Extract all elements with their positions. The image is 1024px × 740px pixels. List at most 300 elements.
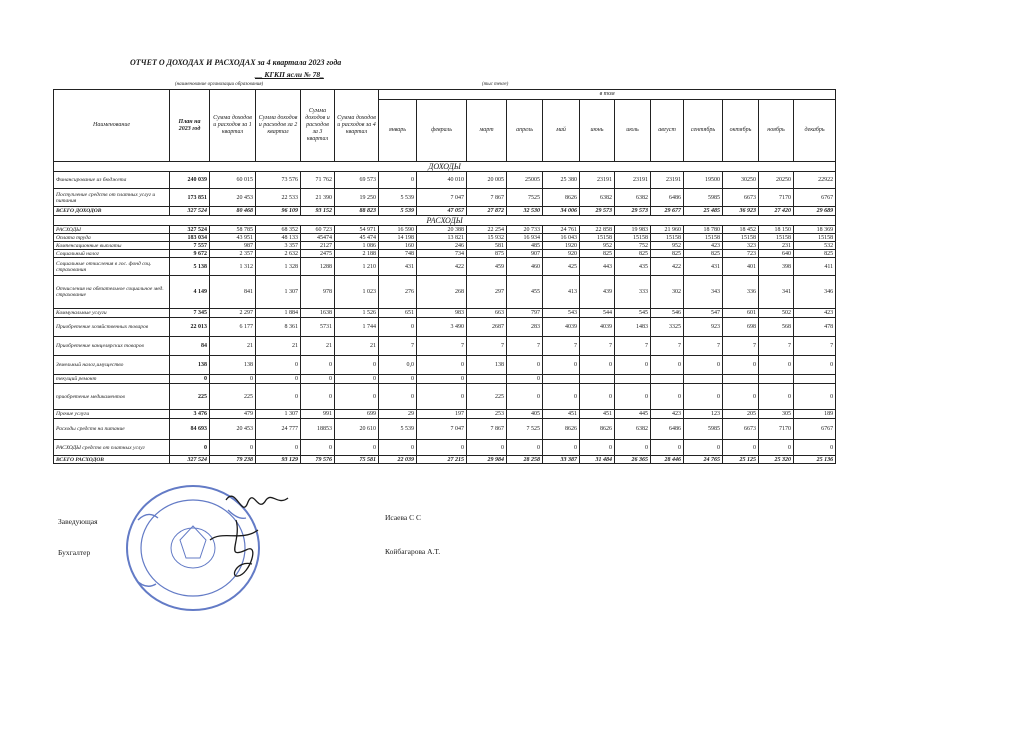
- table-cell: 423: [651, 410, 684, 419]
- table-cell: 0: [301, 384, 335, 410]
- table-cell: 0: [301, 375, 335, 384]
- table-cell: 6673: [723, 419, 759, 440]
- table-cell: 0: [759, 440, 794, 456]
- table-cell: [543, 375, 580, 384]
- table-cell: 547: [684, 309, 723, 318]
- table-cell: 20 610: [335, 419, 379, 440]
- table-cell: 7: [684, 337, 723, 356]
- table-cell: 401: [723, 258, 759, 276]
- table-cell: 8626: [580, 419, 615, 440]
- table-cell: 33 387: [543, 456, 580, 464]
- table-cell: 7: [379, 337, 417, 356]
- table-cell: 73 576: [256, 172, 301, 189]
- table-row: [54, 309, 836, 318]
- row-label: Финансирование из бюджета: [54, 172, 170, 189]
- table-cell: 7: [580, 337, 615, 356]
- table-cell: 1 526: [335, 309, 379, 318]
- table-row: [54, 234, 836, 242]
- table-cell: 15158: [723, 234, 759, 242]
- table-cell: [759, 375, 794, 384]
- table-cell: [580, 375, 615, 384]
- row-label: Социальный налог: [54, 250, 170, 258]
- row-label: РАСХОДЫ средств от платных услуг: [54, 440, 170, 456]
- table-cell: 18 452: [723, 226, 759, 234]
- table-cell: 1 210: [335, 258, 379, 276]
- table-cell: 15158: [759, 234, 794, 242]
- table-cell: 333: [615, 276, 651, 309]
- table-cell: 6673: [723, 189, 759, 207]
- table-cell: 15158: [615, 234, 651, 242]
- table-cell: 0: [543, 384, 580, 410]
- table-cell: 8626: [543, 189, 580, 207]
- table-cell: 651: [379, 309, 417, 318]
- table-cell: 723: [723, 250, 759, 258]
- row-label: Оплата труда: [54, 234, 170, 242]
- section-row: [54, 216, 836, 226]
- table-cell: 0: [379, 318, 417, 337]
- row-label: Отчисления на обязательное социальное мед. страхование: [54, 276, 170, 309]
- table-cell: 231: [759, 242, 794, 250]
- table-cell: 0: [543, 356, 580, 375]
- header-month: июнь: [580, 100, 615, 162]
- row-label: ВСЕГО РАСХОДОВ: [54, 456, 170, 464]
- table-cell: 18853: [301, 419, 335, 440]
- table-cell: 80 468: [210, 207, 256, 216]
- table-cell: 460: [507, 258, 543, 276]
- table-cell: 7: [467, 337, 507, 356]
- table-cell: 0: [417, 356, 467, 375]
- table-cell: 0: [684, 440, 723, 456]
- table-cell: 21: [256, 337, 301, 356]
- table-cell: 18 369: [794, 226, 836, 234]
- table-cell: 93 129: [256, 456, 301, 464]
- table-cell: 545: [615, 309, 651, 318]
- table-cell: 138: [170, 356, 210, 375]
- table-cell: 431: [379, 258, 417, 276]
- table-cell: 920: [543, 250, 580, 258]
- table-cell: 225: [210, 384, 256, 410]
- table-cell: 0: [379, 384, 417, 410]
- table-cell: 0: [580, 356, 615, 375]
- table-cell: 0: [684, 356, 723, 375]
- table-cell: 160: [379, 242, 417, 250]
- table-cell: 23191: [651, 172, 684, 189]
- table-cell: 23191: [580, 172, 615, 189]
- table-cell: 21 390: [301, 189, 335, 207]
- table-cell: 698: [723, 318, 759, 337]
- table-cell: 19500: [684, 172, 723, 189]
- table-cell: 0: [256, 384, 301, 410]
- report-table: [53, 89, 836, 464]
- table-cell: 7: [794, 337, 836, 356]
- table-cell: 478: [794, 318, 836, 337]
- table-cell: 6486: [651, 189, 684, 207]
- table-cell: 532: [794, 242, 836, 250]
- table-cell: 2 357: [210, 250, 256, 258]
- header-month: август: [651, 100, 684, 162]
- table-cell: 28 258: [507, 456, 543, 464]
- table-cell: 18 150: [759, 226, 794, 234]
- table-cell: 0: [335, 375, 379, 384]
- table-cell: 25 136: [794, 456, 836, 464]
- table-cell: 0: [651, 356, 684, 375]
- table-cell: 0: [507, 375, 543, 384]
- header-q4: Сумма доходов и расходов за 4 квартал: [335, 90, 379, 162]
- table-row: [54, 419, 836, 440]
- table-cell: 663: [467, 309, 507, 318]
- table-cell: 7: [651, 337, 684, 356]
- row-label: Поступление средств от платных услуг и питания: [54, 189, 170, 207]
- table-cell: 422: [651, 258, 684, 276]
- table-cell: 183 034: [170, 234, 210, 242]
- row-label: Расходы средств на питание: [54, 419, 170, 440]
- table-cell: 411: [794, 258, 836, 276]
- table-cell: 88 823: [335, 207, 379, 216]
- table-cell: 138: [467, 356, 507, 375]
- table-row: [54, 189, 836, 207]
- section-title: ДОХОДЫ: [54, 162, 836, 172]
- table-cell: 240 039: [170, 172, 210, 189]
- table-cell: 6 177: [210, 318, 256, 337]
- table-cell: 7525: [507, 189, 543, 207]
- table-cell: 31 484: [580, 456, 615, 464]
- header-including: в том: [379, 90, 836, 100]
- table-row: [54, 410, 836, 419]
- table-cell: 451: [543, 410, 580, 419]
- table-cell: 7: [507, 337, 543, 356]
- table-cell: 79 576: [301, 456, 335, 464]
- table-cell: 6382: [615, 419, 651, 440]
- table-cell: 0: [256, 375, 301, 384]
- table-cell: 7 047: [417, 419, 467, 440]
- section-title: РАСХОДЫ: [54, 216, 836, 226]
- table-cell: 0: [615, 440, 651, 456]
- table-cell: 1 086: [335, 242, 379, 250]
- report-title: ОТЧЕТ О ДОХОДАХ И РАСХОДАХ за 4 квартала 2023 года: [130, 58, 342, 67]
- head-name: Исаева С С: [385, 513, 422, 522]
- table-cell: 343: [684, 276, 723, 309]
- table-cell: 435: [615, 258, 651, 276]
- table-cell: 6767: [794, 419, 836, 440]
- table-cell: 0: [170, 440, 210, 456]
- table-cell: 0: [507, 356, 543, 375]
- table-cell: 5985: [684, 419, 723, 440]
- table-cell: 978: [301, 276, 335, 309]
- table-cell: 0: [301, 440, 335, 456]
- table-cell: 1 312: [210, 258, 256, 276]
- table-cell: 0: [210, 440, 256, 456]
- table-cell: 79 238: [210, 456, 256, 464]
- table-cell: 1920: [543, 242, 580, 250]
- table-cell: 5985: [684, 189, 723, 207]
- table-cell: 7 867: [467, 189, 507, 207]
- table-cell: 60 015: [210, 172, 256, 189]
- table-row: [54, 440, 836, 456]
- table-cell: 0: [256, 440, 301, 456]
- table-cell: 68 352: [256, 226, 301, 234]
- table-cell: 15 932: [467, 234, 507, 242]
- table-cell: 22 533: [256, 189, 301, 207]
- header-month: июль: [615, 100, 651, 162]
- table-cell: 346: [794, 276, 836, 309]
- table-cell: 60 723: [301, 226, 335, 234]
- row-label: Приобретение канцелярских товаров: [54, 337, 170, 356]
- table-cell: 0: [794, 440, 836, 456]
- table-cell: 0: [615, 356, 651, 375]
- table-cell: 8626: [543, 419, 580, 440]
- table-cell: 20 453: [210, 189, 256, 207]
- table-cell: 3 357: [256, 242, 301, 250]
- table-cell: 69 573: [335, 172, 379, 189]
- table-cell: 19 983: [615, 226, 651, 234]
- table-cell: 5 539: [379, 189, 417, 207]
- table-cell: 29 984: [467, 456, 507, 464]
- table-cell: 1288: [301, 258, 335, 276]
- table-cell: 20 005: [467, 172, 507, 189]
- table-row: [54, 356, 836, 375]
- header-month: май: [543, 100, 580, 162]
- header-month: декабрь: [794, 100, 836, 162]
- table-cell: 405: [507, 410, 543, 419]
- table-cell: 15158: [794, 234, 836, 242]
- table-row: [54, 318, 836, 337]
- table-cell: 43 951: [210, 234, 256, 242]
- table-cell: 25 320: [759, 456, 794, 464]
- table-cell: 459: [467, 258, 507, 276]
- row-label: Компенсационные выплаты: [54, 242, 170, 250]
- table-cell: 32 530: [507, 207, 543, 216]
- table-cell: 4039: [543, 318, 580, 337]
- table-cell: 1638: [301, 309, 335, 318]
- table-cell: 323: [723, 242, 759, 250]
- table-cell: 36 923: [723, 207, 759, 216]
- table-cell: 0: [379, 172, 417, 189]
- header-month: октябрь: [723, 100, 759, 162]
- table-cell: 84: [170, 337, 210, 356]
- table-cell: 0: [417, 384, 467, 410]
- table-cell: 983: [417, 309, 467, 318]
- header-plan: План на 2023 год: [170, 90, 210, 162]
- section-row: [54, 162, 836, 172]
- table-cell: 45474: [301, 234, 335, 242]
- table-cell: 29: [379, 410, 417, 419]
- table-cell: 29 573: [615, 207, 651, 216]
- table-cell: 4 149: [170, 276, 210, 309]
- table-cell: [723, 375, 759, 384]
- table-cell: 1 884: [256, 309, 301, 318]
- table-cell: 3325: [651, 318, 684, 337]
- table-cell: 752: [615, 242, 651, 250]
- table-cell: 1 328: [256, 258, 301, 276]
- table-cell: 302: [651, 276, 684, 309]
- table-cell: 7170: [759, 189, 794, 207]
- table-cell: 34 006: [543, 207, 580, 216]
- header-month: март: [467, 100, 507, 162]
- table-cell: 5 138: [170, 258, 210, 276]
- table-cell: 27 420: [759, 207, 794, 216]
- table-cell: 7 047: [417, 189, 467, 207]
- table-cell: 22922: [794, 172, 836, 189]
- table-cell: 825: [651, 250, 684, 258]
- table-cell: [684, 375, 723, 384]
- table-cell: 6767: [794, 189, 836, 207]
- header-month: апрель: [507, 100, 543, 162]
- table-cell: 485: [507, 242, 543, 250]
- table-cell: 0: [335, 356, 379, 375]
- table-row: [54, 384, 836, 410]
- table-cell: 48 133: [256, 234, 301, 242]
- table-cell: 54 971: [335, 226, 379, 234]
- table-cell: 423: [794, 309, 836, 318]
- table-cell: 431: [684, 258, 723, 276]
- table-cell: 22 039: [379, 456, 417, 464]
- table-cell: 75 581: [335, 456, 379, 464]
- table-cell: 7: [417, 337, 467, 356]
- accountant-name: Койбагарова А.Т.: [385, 547, 441, 556]
- table-cell: 7 525: [507, 419, 543, 440]
- table-cell: 30250: [723, 172, 759, 189]
- table-cell: 15158: [580, 234, 615, 242]
- table-cell: [794, 375, 836, 384]
- table-cell: 0: [723, 356, 759, 375]
- table-cell: 21: [335, 337, 379, 356]
- table-row: [54, 258, 836, 276]
- table-cell: 18 780: [684, 226, 723, 234]
- table-cell: 423: [684, 242, 723, 250]
- table-row: [54, 375, 836, 384]
- table-cell: 841: [210, 276, 256, 309]
- table-cell: 225: [170, 384, 210, 410]
- header-q3: Сумма доходов и расходов за 3 квартал: [301, 90, 335, 162]
- table-cell: 0: [723, 384, 759, 410]
- table-row: [54, 456, 836, 464]
- table-cell: 0: [759, 384, 794, 410]
- table-cell: 734: [417, 250, 467, 258]
- table-cell: 25 125: [723, 456, 759, 464]
- table-cell: 0: [794, 384, 836, 410]
- table-cell: 451: [580, 410, 615, 419]
- table-cell: 5 539: [379, 419, 417, 440]
- table-cell: 825: [794, 250, 836, 258]
- row-label: Коммунальные услуги: [54, 309, 170, 318]
- table-cell: 7 557: [170, 242, 210, 250]
- table-row: [54, 337, 836, 356]
- table-cell: 0: [507, 440, 543, 456]
- table-cell: 425: [543, 258, 580, 276]
- table-cell: 27 215: [417, 456, 467, 464]
- unit-note: (тыс тенге): [482, 82, 509, 87]
- table-cell: 14 198: [379, 234, 417, 242]
- table-cell: 748: [379, 250, 417, 258]
- table-cell: 1 744: [335, 318, 379, 337]
- table-cell: 22 254: [467, 226, 507, 234]
- table-cell: 1 307: [256, 410, 301, 419]
- table-cell: 907: [507, 250, 543, 258]
- table-row: [54, 172, 836, 189]
- table-cell: 96 109: [256, 207, 301, 216]
- table-cell: 2475: [301, 250, 335, 258]
- table-cell: 16 043: [543, 234, 580, 242]
- table-cell: 0: [723, 440, 759, 456]
- table-cell: 0: [580, 440, 615, 456]
- row-label: РАСХОДЫ: [54, 226, 170, 234]
- table-cell: 173 851: [170, 189, 210, 207]
- table-cell: 93 152: [301, 207, 335, 216]
- table-cell: 3 476: [170, 410, 210, 419]
- table-cell: 0: [170, 375, 210, 384]
- table-cell: 9 672: [170, 250, 210, 258]
- table-cell: 8 361: [256, 318, 301, 337]
- table-cell: 2687: [467, 318, 507, 337]
- table-cell: 29 573: [580, 207, 615, 216]
- table-cell: 13 821: [417, 234, 467, 242]
- table-cell: 1 307: [256, 276, 301, 309]
- table-cell: 6382: [580, 189, 615, 207]
- table-row: [54, 207, 836, 216]
- table-cell: 16 590: [379, 226, 417, 234]
- table-cell: 189: [794, 410, 836, 419]
- table-cell: 2 632: [256, 250, 301, 258]
- table-cell: 0: [379, 375, 417, 384]
- table-cell: 7170: [759, 419, 794, 440]
- accountant-label: Бухгалтер: [58, 548, 91, 557]
- table-cell: 123: [684, 410, 723, 419]
- table-cell: 502: [759, 309, 794, 318]
- table-cell: 21: [210, 337, 256, 356]
- table-cell: 923: [684, 318, 723, 337]
- table-cell: 40 010: [417, 172, 467, 189]
- header-name: Наименование: [54, 90, 170, 162]
- table-cell: [467, 375, 507, 384]
- table-cell: 20 453: [210, 419, 256, 440]
- table-cell: 276: [379, 276, 417, 309]
- table-cell: 5 539: [379, 207, 417, 216]
- table-cell: 19 250: [335, 189, 379, 207]
- table-cell: 225: [467, 384, 507, 410]
- table-cell: 7 345: [170, 309, 210, 318]
- table-cell: 952: [651, 242, 684, 250]
- table-cell: [615, 375, 651, 384]
- table-cell: 5731: [301, 318, 335, 337]
- table-cell: 825: [580, 250, 615, 258]
- table-cell: 952: [580, 242, 615, 250]
- table-cell: 7: [543, 337, 580, 356]
- table-cell: 22 858: [580, 226, 615, 234]
- table-cell: 422: [417, 258, 467, 276]
- table-cell: 398: [759, 258, 794, 276]
- table-cell: 445: [615, 410, 651, 419]
- table-cell: 20250: [759, 172, 794, 189]
- table-cell: 0: [417, 375, 467, 384]
- table-cell: 0: [651, 440, 684, 456]
- table-cell: 0: [543, 440, 580, 456]
- table-cell: 6486: [651, 419, 684, 440]
- table-cell: 0: [684, 384, 723, 410]
- header-q1: Сумма доходов и расходов за 1 квартал: [210, 90, 256, 162]
- table-cell: 29 677: [651, 207, 684, 216]
- table-cell: 25 485: [684, 207, 723, 216]
- table-cell: 24 761: [543, 226, 580, 234]
- table-cell: 71 762: [301, 172, 335, 189]
- table-cell: 439: [580, 276, 615, 309]
- table-cell: 0: [794, 356, 836, 375]
- table-cell: 25005: [507, 172, 543, 189]
- table-cell: 0: [467, 440, 507, 456]
- table-cell: 443: [580, 258, 615, 276]
- table-cell: 21: [301, 337, 335, 356]
- table-cell: [651, 375, 684, 384]
- row-label: Приобретение хозяйственных товаров: [54, 318, 170, 337]
